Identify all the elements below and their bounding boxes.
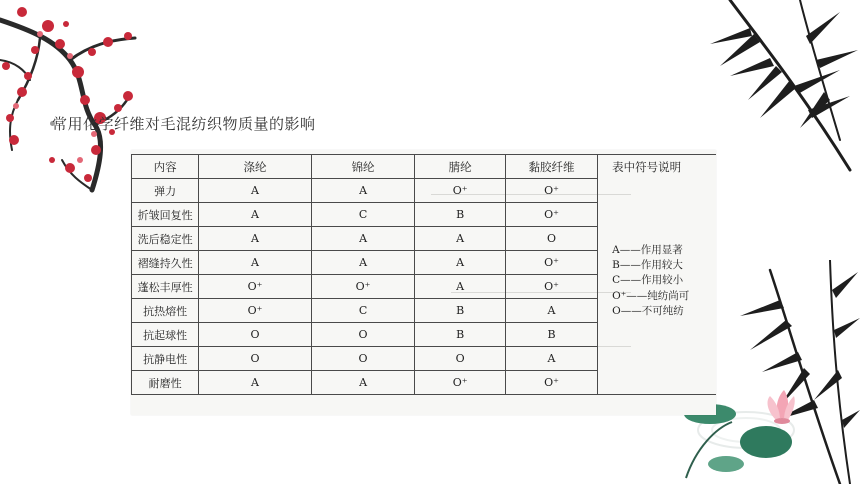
legend-item: C——作用较小: [612, 274, 684, 287]
cell-nylon: O: [311, 323, 415, 347]
scanned-table-image: [131, 150, 716, 415]
cell-acrylic: B: [415, 299, 505, 323]
row-property: 褶缝持久性: [132, 251, 199, 275]
cell-viscose: O⁺: [505, 275, 597, 299]
cell-acrylic: A: [415, 275, 505, 299]
cell-nylon: A: [311, 371, 415, 395]
header-acrylic: 腈纶: [415, 155, 505, 179]
legend-cell: [598, 155, 716, 395]
cell-viscose: B: [505, 323, 597, 347]
legend-item: A——作用显著: [612, 244, 683, 256]
cell-polyester: O: [199, 347, 311, 371]
cell-acrylic: O: [415, 347, 505, 371]
cell-polyester: A: [199, 203, 311, 227]
cell-polyester: O⁺: [199, 299, 311, 323]
cell-nylon: A: [311, 251, 415, 275]
row-property: 洗后稳定性: [132, 227, 199, 251]
cell-viscose: O: [505, 227, 597, 251]
table-header-row: [132, 155, 717, 179]
cell-viscose: O⁺: [505, 179, 597, 203]
cell-polyester: A: [199, 371, 311, 395]
header-legend: 表中符号说明: [612, 160, 682, 174]
cell-polyester: O⁺: [199, 275, 311, 299]
row-property: 弹力: [132, 179, 199, 203]
cell-acrylic: B: [415, 203, 505, 227]
bamboo-branch-icon: [690, 0, 860, 175]
row-property: 抗热熔性: [132, 299, 199, 323]
cell-nylon: O: [311, 347, 415, 371]
cell-viscose: O⁺: [505, 203, 597, 227]
row-property: 折皱回复性: [132, 203, 199, 227]
cell-polyester: A: [199, 227, 311, 251]
cell-viscose: O⁺: [505, 251, 597, 275]
cell-polyester: A: [199, 179, 311, 203]
fiber-effect-table: [131, 154, 716, 395]
legend-item: B——作用较大: [612, 259, 683, 272]
cell-viscose: A: [505, 347, 597, 371]
cell-nylon: C: [311, 299, 415, 323]
cell-acrylic: O⁺: [415, 371, 505, 395]
cell-nylon: A: [311, 227, 415, 251]
row-property: 蓬松丰厚性: [132, 275, 199, 299]
plum-blossom-icon: [0, 0, 150, 200]
cell-polyester: O: [199, 323, 311, 347]
header-content: 内容: [132, 155, 199, 179]
header-polyester: 涤纶: [199, 155, 311, 179]
cell-acrylic: A: [415, 251, 505, 275]
cell-acrylic: O⁺: [415, 179, 505, 203]
cell-polyester: A: [199, 251, 311, 275]
row-property: 抗起球性: [132, 323, 199, 347]
slide-title: 常用化学纤维对毛混纺织物质量的影响: [52, 115, 316, 133]
cell-nylon: C: [311, 203, 415, 227]
legend-item: O——不可纯纺: [612, 304, 684, 317]
row-property: 耐磨性: [132, 371, 199, 395]
cell-nylon: O⁺: [311, 275, 415, 299]
row-property: 抗静电性: [132, 347, 199, 371]
cell-viscose: O⁺: [505, 371, 597, 395]
header-viscose: 黏胶纤维: [505, 155, 597, 179]
cell-acrylic: A: [415, 227, 505, 251]
header-nylon: 锦纶: [311, 155, 415, 179]
cell-nylon: A: [311, 179, 415, 203]
cell-acrylic: B: [415, 323, 505, 347]
cell-viscose: A: [505, 299, 597, 323]
legend-item: O⁺——纯纺尚可: [612, 289, 690, 302]
